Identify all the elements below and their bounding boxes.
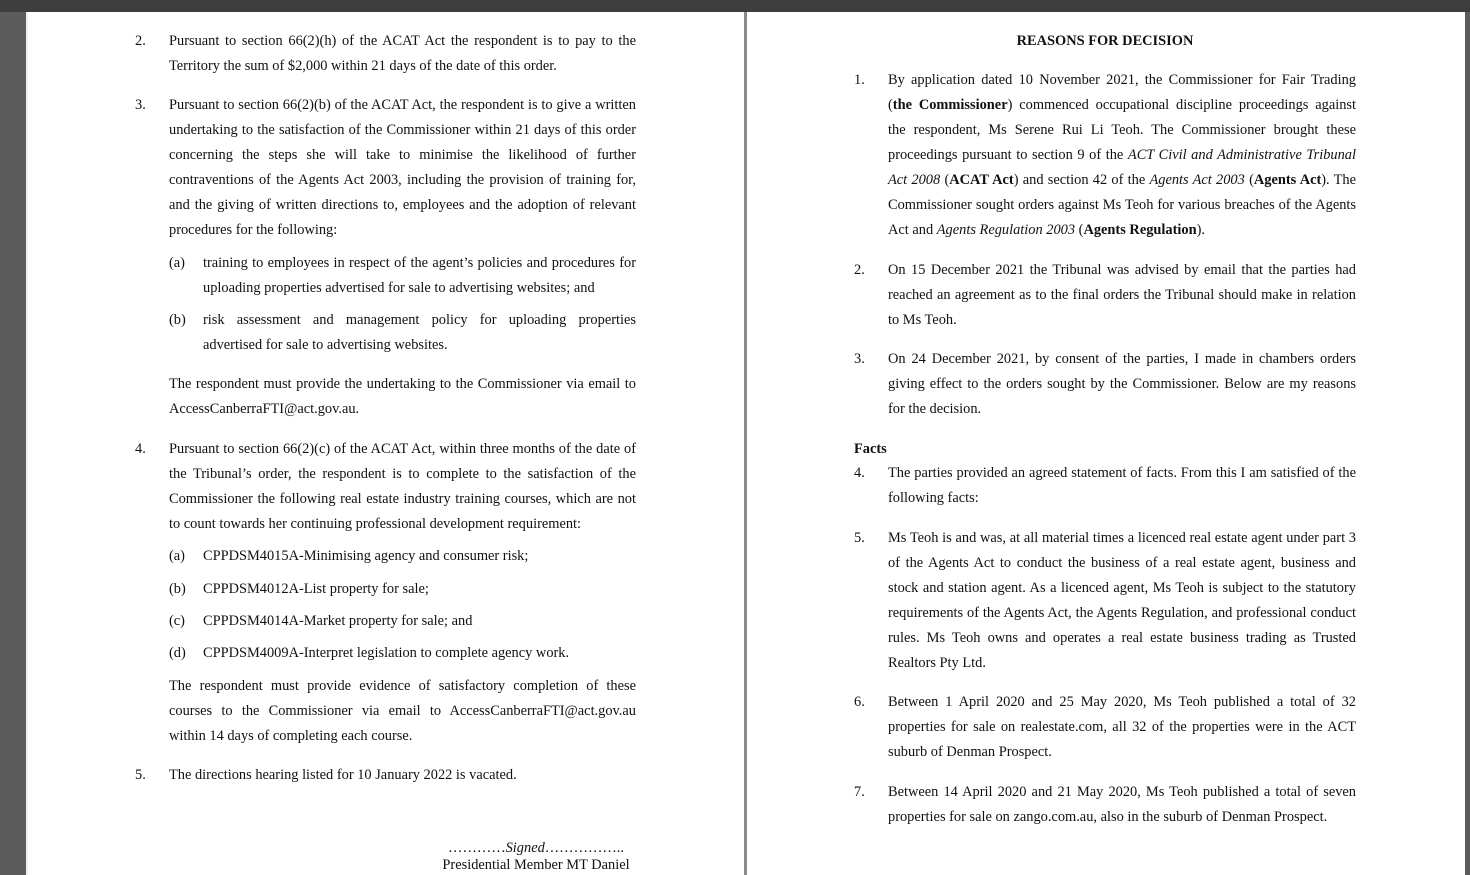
paragraph-number: 5. [854,530,865,546]
sub-label: (b) [169,581,186,597]
paragraph-5: Ms Teoh is and was, at all material times a licenced real estate agent under part 3 of the Agents Act to conduct the business of a real estate agent, business and stock and station agent. As a licenced agent, Ms Teoh is subject to the statutory requirements of the Agents Act, the Agents Regulation, and professional conduct rules. Ms Teoh owns and operates a real estate business trading as Trusted Realtors Pty Ltd. [888,530,1356,671]
signatory-name: Presidential Member MT Daniel [442,857,630,873]
document-page-left [28,12,744,875]
viewer-background-left [0,12,26,875]
order-number: 3. [135,97,146,113]
sub-label: (b) [169,312,186,328]
sub-label: (d) [169,645,186,661]
paragraph-number: 1. [854,72,865,88]
sub-label: (a) [169,548,185,564]
signature-line: …………Signed…………….. [448,840,624,856]
document-page-right [747,12,1465,875]
viewer-background-right [1465,12,1470,875]
order-2-text: Pursuant to section 66(2)(h) of the ACAT Act the respondent is to pay to the Territory the sum of $2,000 within 21 days of the date of this order. [169,33,636,74]
paragraph-number: 4. [854,465,865,481]
paragraph-6: Between 1 April 2020 and 25 May 2020, Ms Teoh published a total of 32 properties for sale on realestate.com, all 32 of the properties were in the ACT suburb of Denman Prospect. [888,694,1356,760]
order-number: 5. [135,767,146,783]
paragraph-number: 3. [854,351,865,367]
paragraph-number: 7. [854,784,865,800]
viewer-toolbar [0,0,1470,12]
order-3b-text: risk assessment and management policy for uploading properties advertised for sale to advertising websites. [203,312,636,353]
course-item: CPPDSM4015A-Minimising agency and consumer risk; [203,548,529,564]
order-4-text: Pursuant to section 66(2)(c) of the ACAT Act, within three months of the date of the Tribunal’s order, the respondent is to complete to the satisfaction of the Commissioner the following real estate industry training courses, which are not to count towards her continuing professional development requirement: [169,441,636,532]
course-item: CPPDSM4012A-List property for sale; [203,581,429,597]
paragraph-number: 6. [854,694,865,710]
course-item: CPPDSM4014A-Market property for sale; and [203,613,473,629]
paragraph-2: On 15 December 2021 the Tribunal was advised by email that the parties had reached an agreement as to the final orders the Tribunal should make in relation to Ms Teoh. [888,262,1356,328]
order-number: 4. [135,441,146,457]
order-3-text: Pursuant to section 66(2)(b) of the ACAT Act, the respondent is to give a written undertaking to the satisfaction of the Commissioner within 21 days of this order concerning the steps she will take to minimise the likelihood of further contraventions of the Agents Act 2003, including the provision of training for, and the giving of written directions to, employees and the adoption of relevant procedures for the following: [169,97,636,238]
course-item: CPPDSM4009A-Interpret legislation to complete agency work. [203,645,570,661]
sub-label: (a) [169,255,185,271]
order-5-text: The directions hearing listed for 10 January 2022 is vacated. [169,767,517,783]
order-3a-text: training to employees in respect of the agent’s policies and procedures for uploading properties advertised for sale to advertising websites; and [203,255,636,296]
paragraph-7: Between 14 April 2020 and 21 May 2020, Ms Teoh published a total of seven properties for sale on zango.com.au, also in the suburb of Denman Prospect. [888,784,1356,825]
paragraph-number: 2. [854,262,865,278]
paragraph-1: By application dated 10 November 2021, the Commissioner for Fair Trading (the Commissioner) commenced occupational discipline proceedings against the respondent, Ms Serene Rui Li Teoh. The Commissioner brought these proceedings pursuant to section 9 of the ACT Civil and Administrative Tribunal Act 2008 (ACAT Act) and section 42 of the Agents Act 2003 (Agents Act). The Commissioner sought orders against Ms Teoh for various breaches of the Agents Act and Agents Regulation 2003 (Agents Regulation). [888,72,1357,238]
order-4-after-text: The respondent must provide evidence of satisfactory completion of these courses to the Commissioner via email to AccessCanberraFTI@act.gov.au within 14 days of completing each course. [169,678,636,744]
paragraph-3: On 24 December 2021, by consent of the parties, I made in chambers orders giving effect to the orders sought by the Commissioner. Below are my reasons for the decision. [888,351,1356,417]
facts-heading: Facts [854,441,887,457]
order-3-after-text: The respondent must provide the undertaking to the Commissioner via email to AccessCanberraFTI@act.gov.au. [169,376,636,417]
reasons-heading: REASONS FOR DECISION [1016,33,1194,49]
paragraph-4: The parties provided an agreed statement of facts. From this I am satisfied of the following facts: [888,465,1356,506]
order-number: 2. [135,33,146,49]
sub-label: (c) [169,613,185,629]
